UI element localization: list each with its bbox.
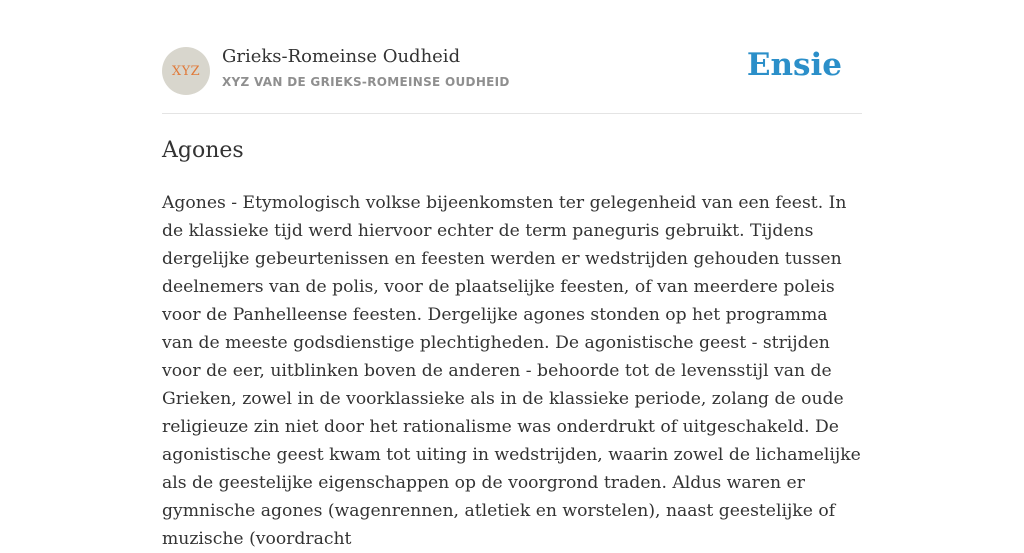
channel-name-link[interactable]: Grieks-Romeinse Oudheid — [222, 46, 461, 67]
page-container — [162, 0, 862, 549]
channel-header — [162, 0, 862, 114]
channel-subtitle: XYZ VAN DE GRIEKS-ROMEINSE OUDHEID — [222, 75, 510, 89]
article-title: Agones — [162, 138, 244, 163]
avatar-label: XYZ — [171, 63, 201, 79]
channel-avatar[interactable] — [162, 47, 210, 95]
ensie-logo[interactable]: Ensie — [746, 47, 842, 83]
article-body: Agones - Etymologisch volkse bijeenkomsten ter gelegenheid van een feest. In de klassieke tijd werd hiervoor echter de term paneguris gebruikt. Tijdens dergelijke gebeurtenissen en feesten werden er wedstrijden gehouden tussen deelnemers van de polis, voor de plaatselijke feesten, of van meerdere poleis voor de Panhelleense feesten. Dergelijke agones stonden op het programma van de meeste godsdienstige plechtigheden. De agonistische geest - strijden voor de eer, uitblinken boven de anderen - behoorde tot de levensstijl van de Grieken, zowel in de voorklassieke als in de klassieke periode, zolang de oude religieuze zin niet door het rationalisme was onderdrukt of uitgeschakeld. De agonistische geest kwam tot uiting in wedstrijden, waarin zowel de lichamelijke als de geestelijke eigenschappen op de voorgrond traden. Aldus waren er gymnische agones (wagenrennen, atletiek en worstelen), naast geestelijke of muzische (voordracht — [162, 193, 861, 549]
